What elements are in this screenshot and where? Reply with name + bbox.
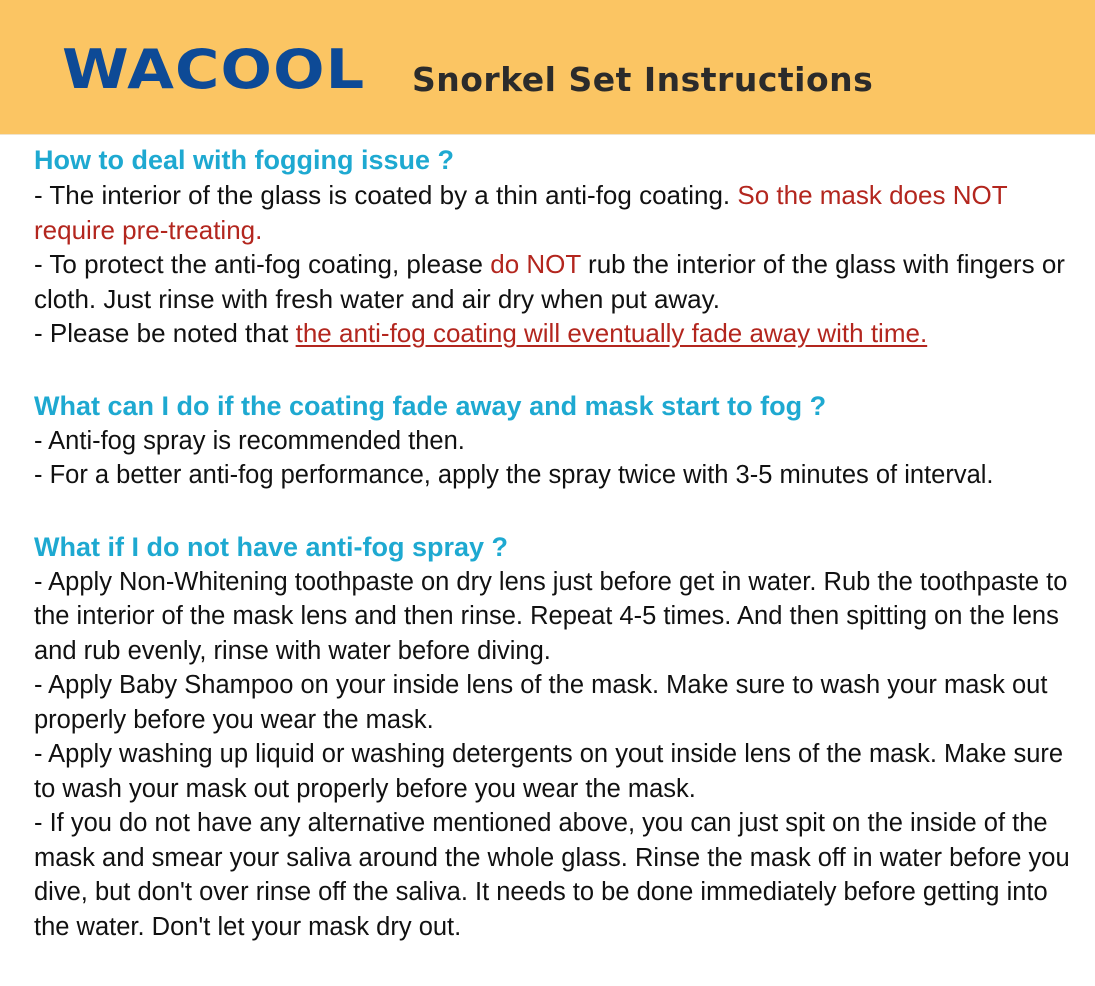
emphasis-text: do NOT — [490, 249, 581, 279]
section-heading: What can I do if the coating fade away and mask start to fog ? — [34, 390, 827, 421]
paragraph: - Anti-fog spray is recommended then. — [34, 426, 465, 455]
section-heading: What if I do not have anti-fog spray ? — [34, 531, 509, 562]
paragraph: - For a better anti-fog performance, apply the spray twice with 3-5 minutes of interval. — [34, 461, 994, 489]
section-no-spray — [34, 529, 1074, 945]
paragraph: - Apply Baby Shampoo on your inside lens of the mask. Make sure to wash your mask out properly before you wear the mask. — [34, 671, 1048, 734]
paragraph: - Apply washing up liquid or washing detergents on yout inside lens of the mask. Make sure to wash your mask out properly before you wear the mask. — [34, 740, 1064, 803]
section-coating-fade — [34, 388, 1074, 493]
text-span: - To protect the anti-fog coating, please — [34, 249, 491, 279]
text-span: - Please be noted that — [34, 318, 296, 348]
spacer — [34, 493, 1074, 529]
paragraph: - If you do not have any alternative mentioned above, you can just spit on the inside of the mask and smear your saliva around the whole glass. Rinse the mask off in water before you dive, but don't over rinse off the saliva. It needs to be done immediately before getting into the water. Don't let your mask dry out. — [34, 809, 1070, 941]
header-banner — [0, 0, 1095, 135]
paragraph: - Apply Non-Whitening toothpaste on dry lens just before get in water. Rub the toothpaste to the interior of the mask lens and then rinse. Repeat 4-5 times. And then spitting on the lens and rub evenly, rinse with water before diving. — [34, 567, 1068, 665]
text-span: rub the interior of the glass with fingers or cloth. Just rinse with fresh water and air dry when put away. — [34, 249, 1065, 314]
brand-logo: WACOOL — [62, 38, 366, 101]
underlined-emphasis-text: the anti-fog coating will eventually fade away with time. — [295, 318, 928, 348]
instructions-content — [34, 142, 1074, 944]
spacer — [34, 351, 1074, 388]
paragraph — [34, 316, 1074, 351]
document-title: Snorkel Set Instructions — [412, 60, 874, 99]
section-heading: How to deal with fogging issue ? — [34, 145, 454, 175]
paragraph — [34, 178, 1074, 247]
section-fogging-issue — [34, 142, 1074, 351]
emphasis-text: So the mask does NOT require pre-treating. — [34, 180, 1008, 245]
paragraph — [34, 247, 1074, 316]
text-span: - The interior of the glass is coated by a thin anti-fog coating. — [34, 180, 738, 210]
